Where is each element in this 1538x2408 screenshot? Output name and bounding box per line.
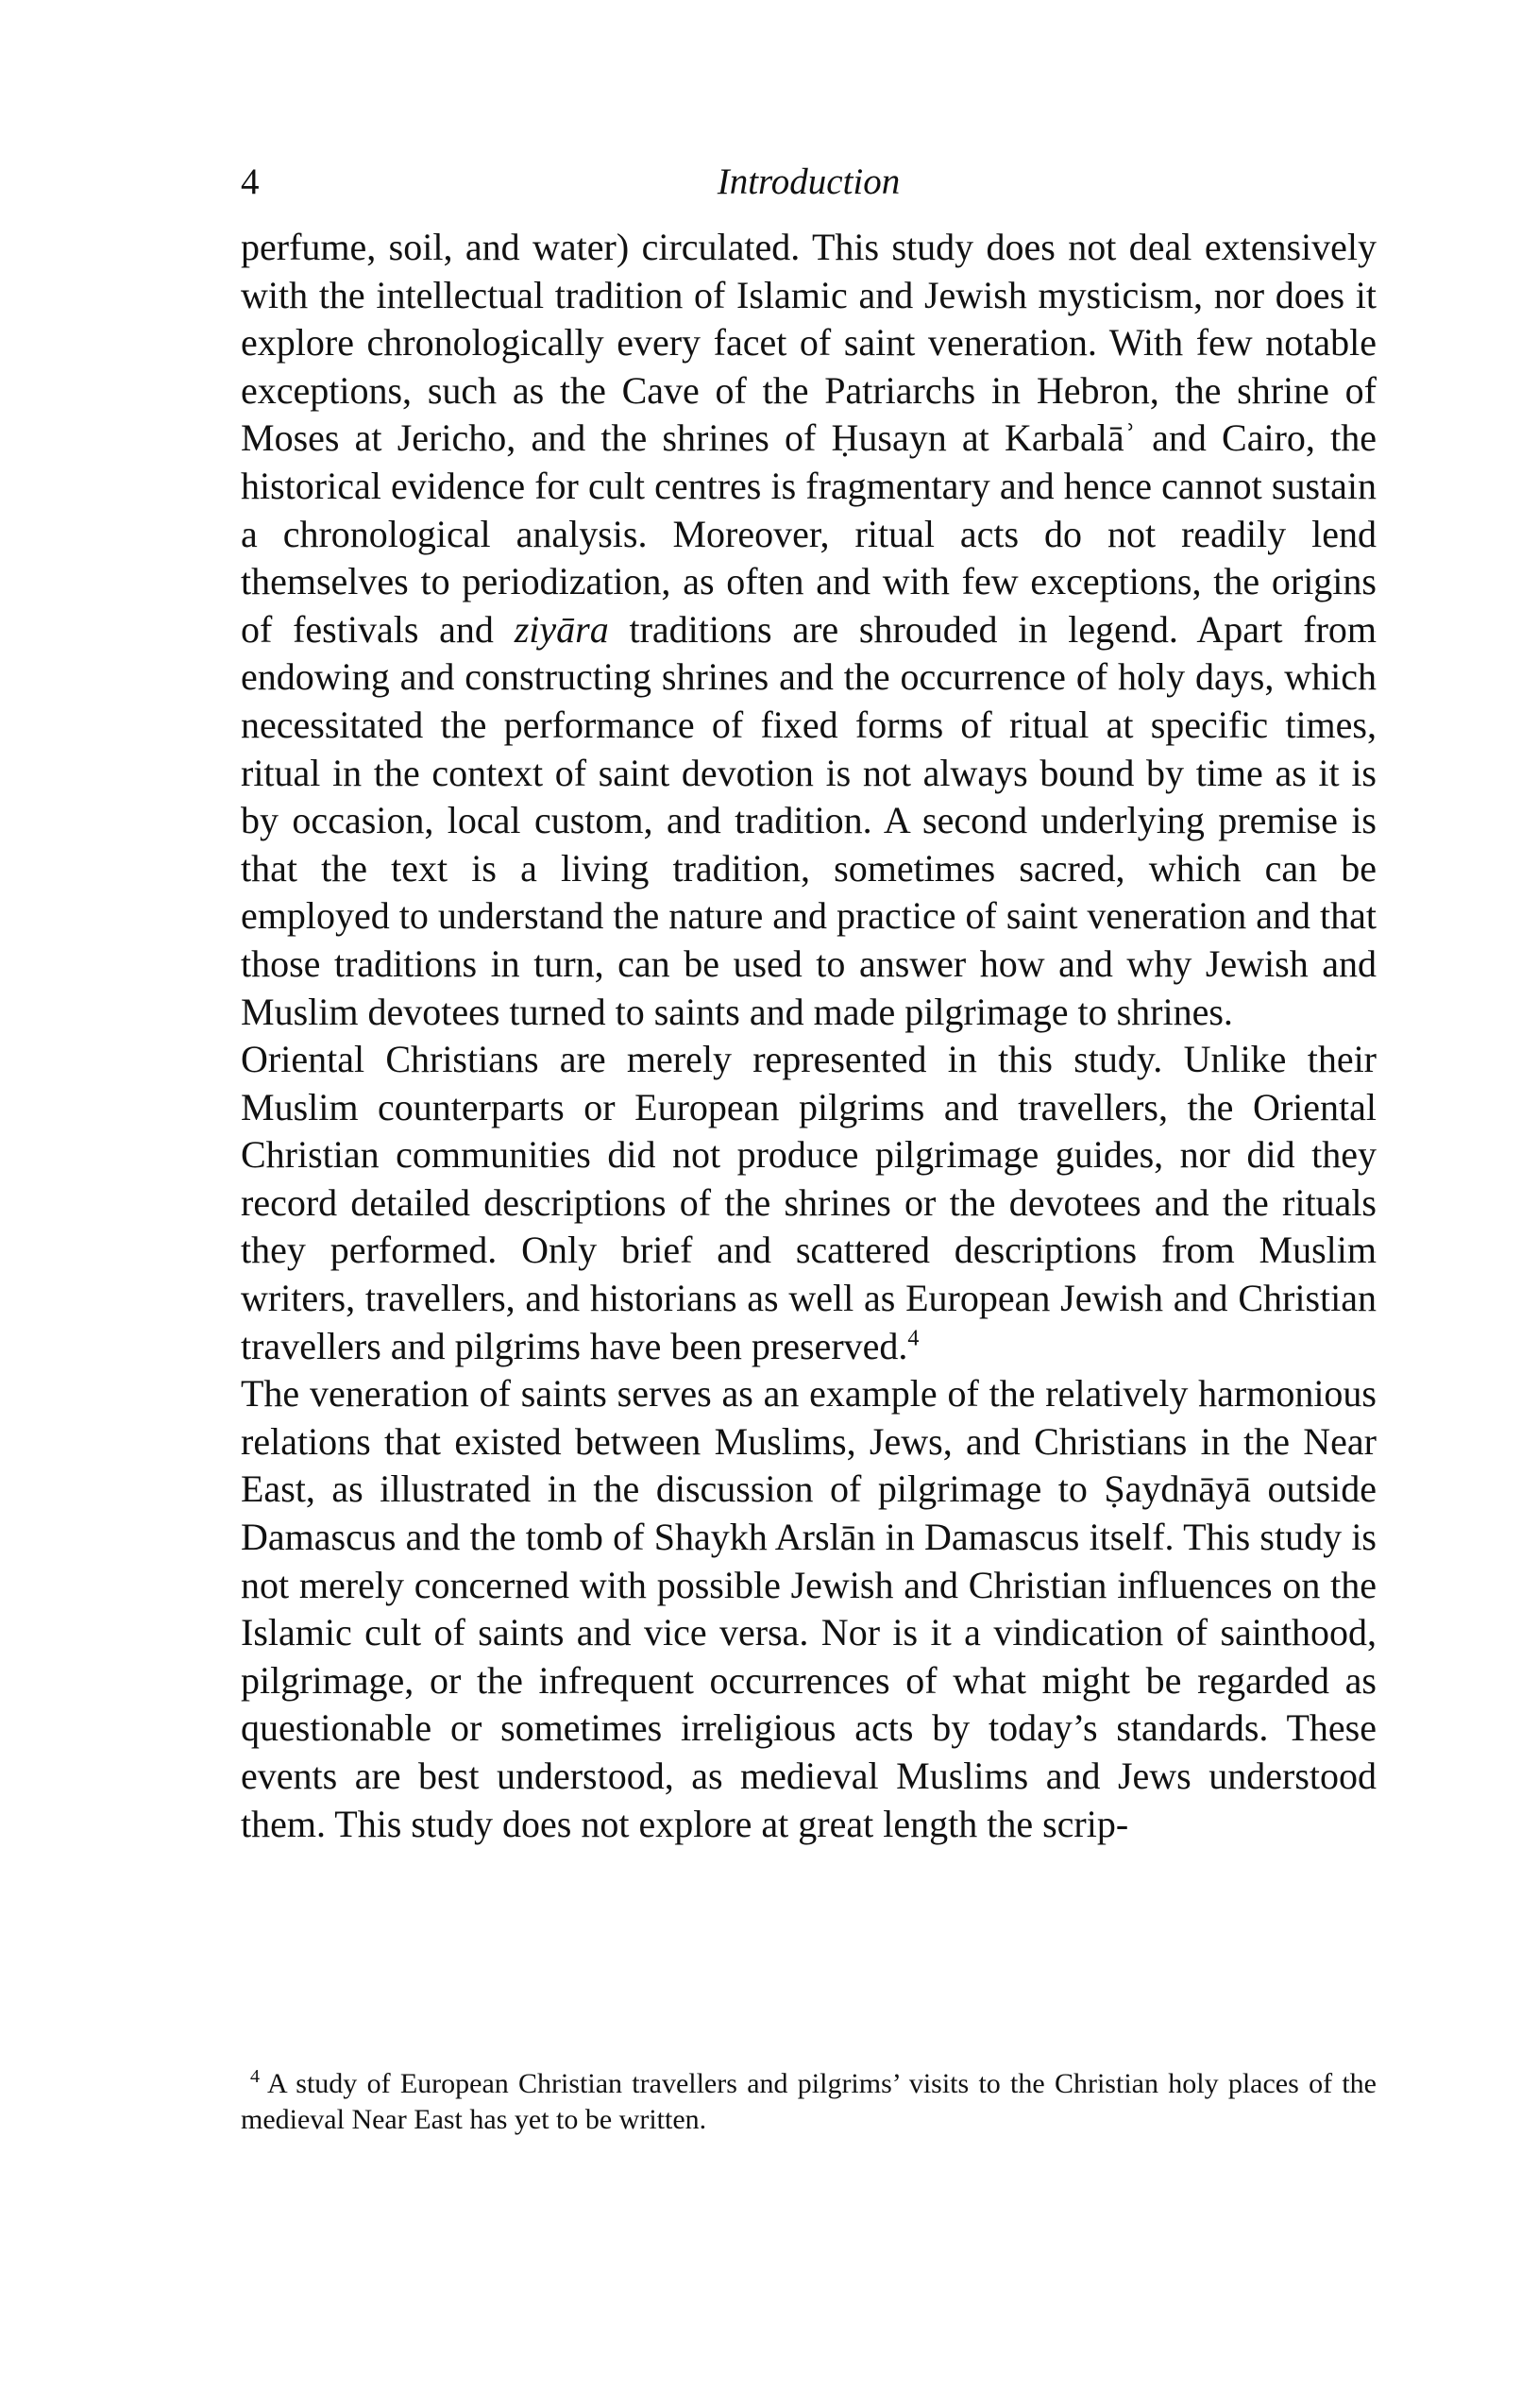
paragraph-1-text-a: perfume, soil, and water) circulated. This study does not deal extensively with the intellectual tradition of Islamic and Jewish mysticism, nor does it explore chronologically every facet of saint veneration. With few notable exceptions, such as the Cave of the Patriarchs in Hebron, the shrine of Moses at Jericho, and the shrines of Ḥusayn at Karbalāʾ and Cairo, the historical evidence for cult centres is fragmentary and hence cannot sustain a chronological analysis. Moreover, ritual acts do not readily lend themselves to periodization, as often and with few exceptions, the origins of festivals and xyxy=(241,226,1377,651)
footnote-text: A study of European Christian travellers and pilgrims’ visits to the Christian holy places of the medieval Near East has yet to be written. xyxy=(241,2068,1377,2135)
paragraph-2-text: Oriental Christians are merely represented in this study. Unlike their Muslim counterparts or European pilgrims and travellers, the Oriental Christian communities did not produce pilgrimage guides, nor did they record detailed descriptions of the shrines or the devotees and the rituals they performed. Only brief and scattered descriptions from Muslim writers, travellers, and historians as well as European Jewish and Christian travellers and pilgrims have been preserved. xyxy=(241,1038,1377,1367)
running-head xyxy=(241,159,1377,206)
body-text xyxy=(241,224,1377,1848)
paragraph-3 xyxy=(241,1370,1377,1848)
paragraph-3-text: The veneration of saints serves as an example of the relatively harmonious relations that existed between Muslims, Jews, and Christians in the Near East, as illustrated in the discussion of pilgrimage to Ṣaydnāyā outside Damascus and the tomb of Shaykh Arslān in Damascus itself. This study is not merely concerned with possible Jewish and Christian influences on the Islamic cult of saints and vice versa. Nor is it a vindication of sainthood, pilgrimage, or the infrequent occurrences of what might be regarded as questionable or sometimes irreligious acts by today’s standards. These events are best understood, as medieval Muslims and Jews understood them. This study does not explore at great length the scrip- xyxy=(241,1372,1377,1845)
italic-term-ziyara: ziyāra xyxy=(514,607,609,651)
paragraph-1-text-b: traditions are shrouded in legend. Apart from endowing and constructing shrines and the occurrence of holy days, which necessitated the performance of fixed forms of ritual at specific times, ritual in the context of saint devotion is not always bound by time as it is by occasion, local custom, and tradition. A second underlying premise is that the text is a living tradition, sometimes sacred, which can be employed to understand the nature and practice of saint veneration and that those traditions in turn, can be used to answer how and why Jewish and Muslim devotees turned to saints and made pilgrimage to shrines. xyxy=(241,607,1377,1033)
footnote xyxy=(241,2066,1377,2138)
paragraph-1 xyxy=(241,224,1377,1036)
footnote-reference: 4 xyxy=(907,1326,920,1351)
running-title: Introduction xyxy=(717,161,901,202)
paragraph-2 xyxy=(241,1036,1377,1370)
footnote-number: 4 xyxy=(250,2066,260,2087)
page-number: 4 xyxy=(241,161,260,202)
